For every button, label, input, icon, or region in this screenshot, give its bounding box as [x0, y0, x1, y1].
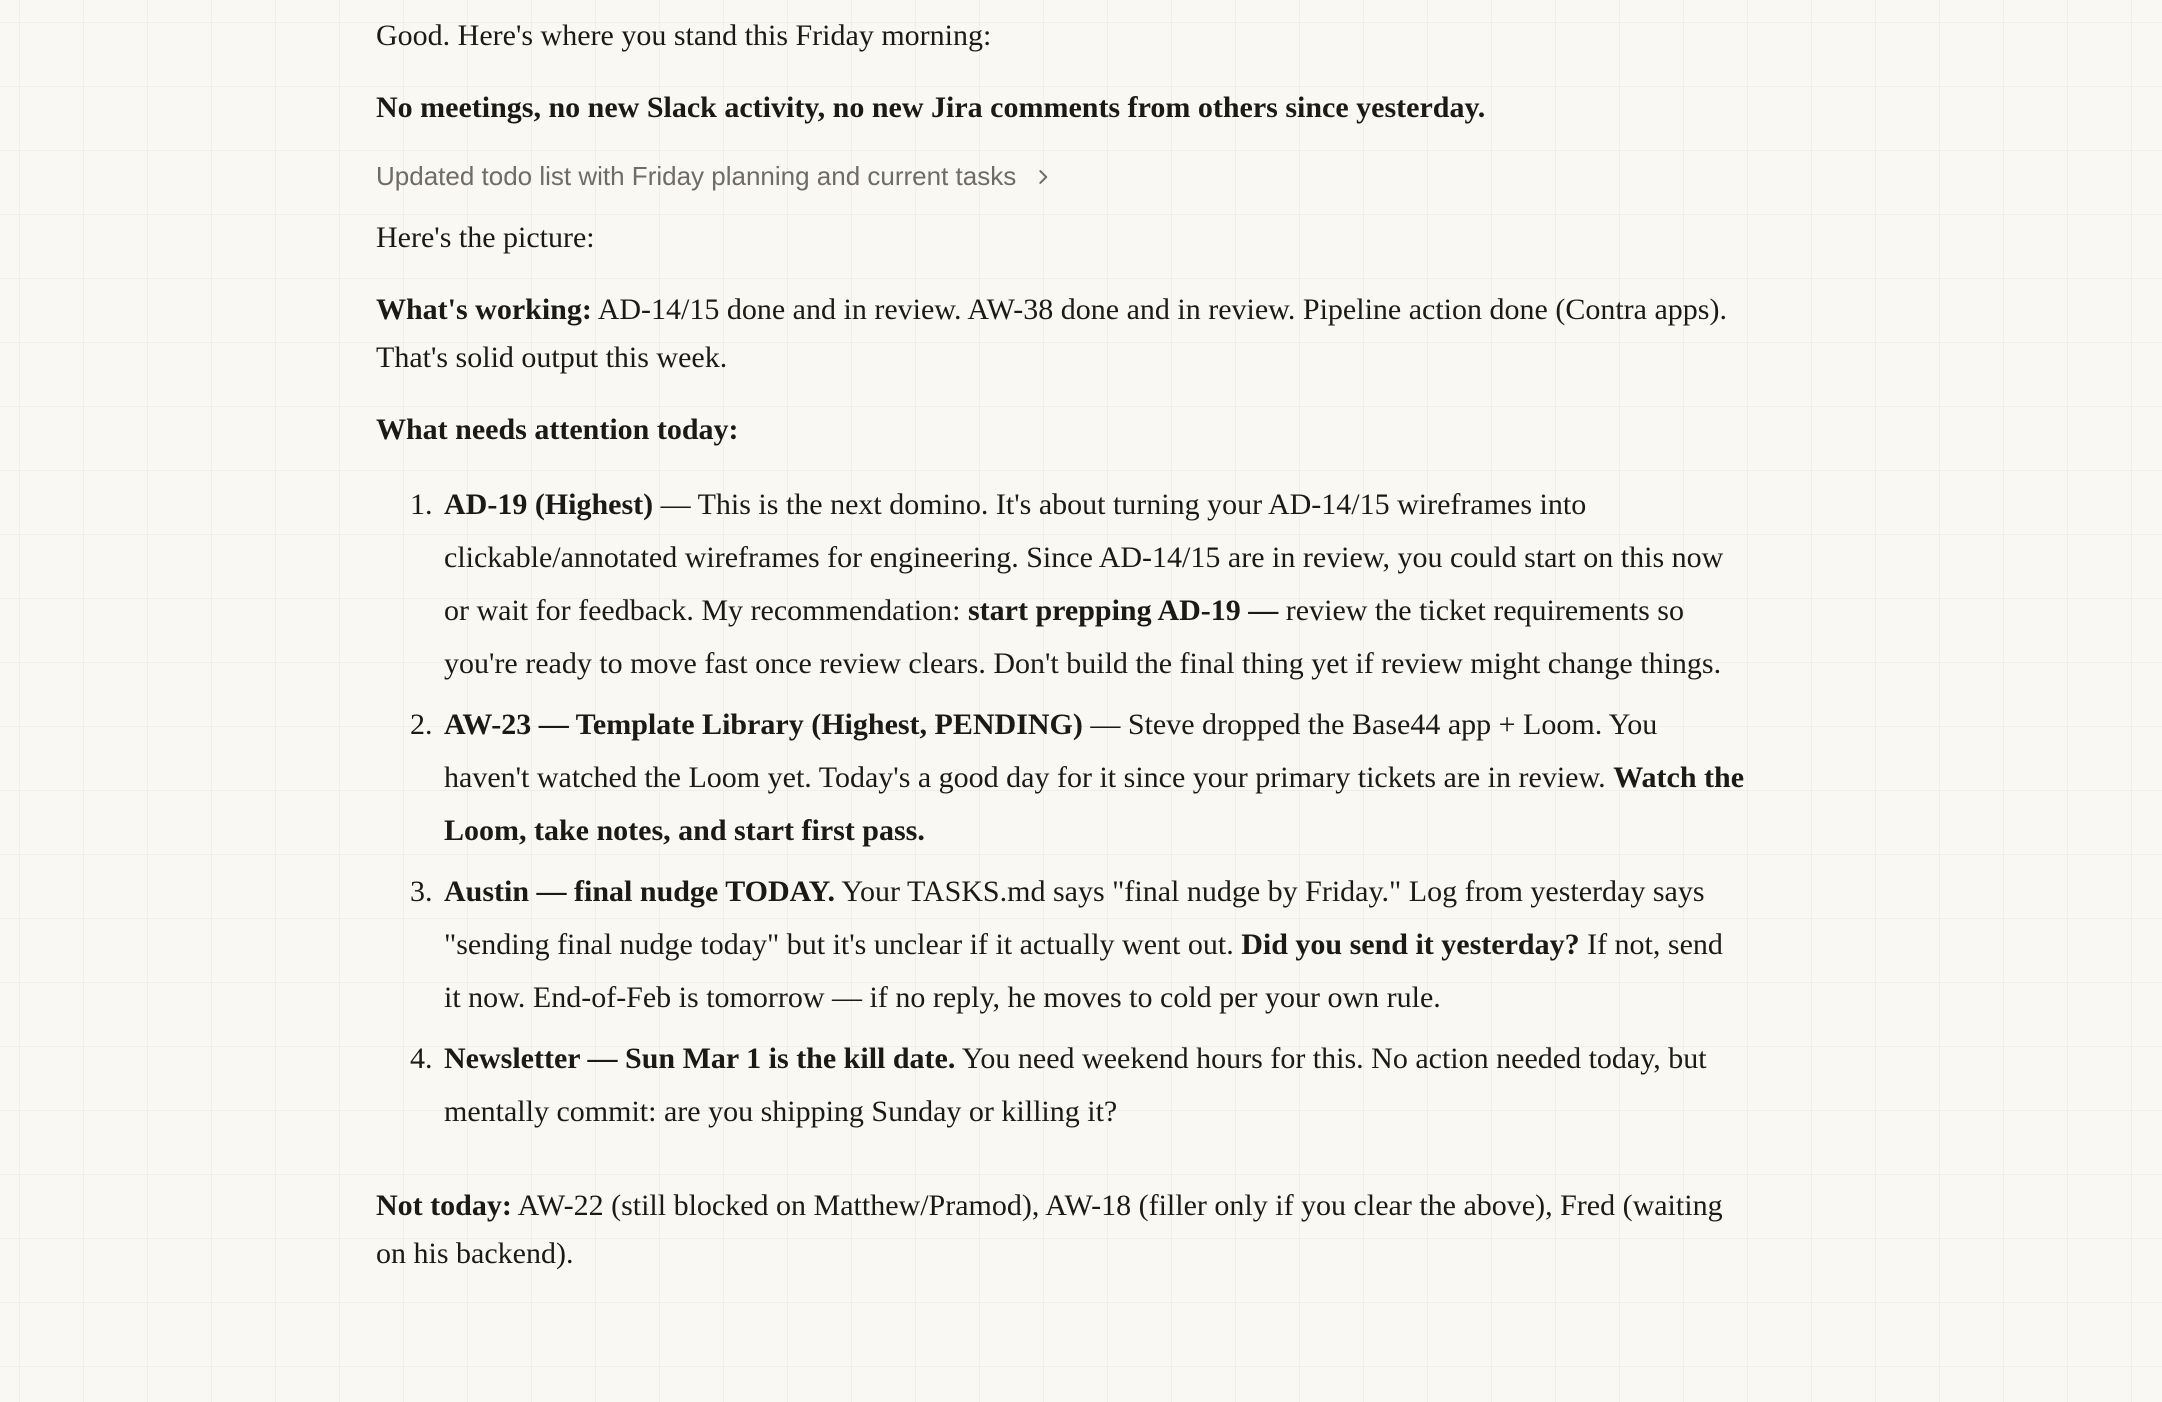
attention-heading-text: What needs attention today:	[376, 413, 739, 446]
chevron-right-icon	[1030, 164, 1056, 190]
todo-item-4: 4. Newsletter — Sun Mar 1 is the kill date. You need weekend hours for this. No action needed today, but mentally commit: are you shipping Sunday or killing it?	[440, 1032, 1744, 1138]
picture-intro-paragraph: Here's the picture:	[376, 221, 595, 254]
tool-result-label: Updated todo list with Friday planning and current tasks	[376, 161, 1017, 191]
todo-item-2: 2. AW-23 — Template Library (Highest, PENDING) — Steve dropped the Base44 app + Loom. You haven't watched the Loom yet. Today's a good day for it since your primary tickets are in review. Watch the Loom, take notes, and start first pass.	[440, 698, 1744, 857]
todo-item-3: 3. Austin — final nudge TODAY. Your TASKS.md says "final nudge by Friday." Log from yesterday says "sending final nudge today" but it's unclear if it actually went out. Did you send it yesterday? If not, send it now. End-of-Feb is tomorrow — if no reply, he moves to cold per your own rule.	[440, 865, 1744, 1024]
summary-bold-text: No meetings, no new Slack activity, no new Jira comments from others since yesterday.	[376, 91, 1486, 124]
not-today-paragraph: Not today: AW-22 (still blocked on Matthew/Pramod), AW-18 (filler only if you clear the above), Fred (waiting on his backend).	[376, 1189, 1723, 1270]
todo-item-1: 1. AD-19 (Highest) — This is the next domino. It's about turning your AD-14/15 wireframes into clickable/annotated wireframes for engineering. Since AD-14/15 are in review, you could start on this now or wait for feedback. My recommendation: start prepping AD-19 — review the ticket requirements so you're ready to move fast once review clears. Don't build the final thing yet if review might change things.	[440, 478, 1744, 690]
tool-result-toggle[interactable]	[376, 156, 1056, 196]
attention-list	[376, 478, 1744, 1138]
attention-heading	[376, 406, 1744, 454]
summary-paragraph	[376, 84, 1744, 132]
whats-working-paragraph: What's working: AD-14/15 done and in review. AW-38 done and in review. Pipeline action done (Contra apps). That's solid output this week.	[376, 293, 1727, 374]
intro-paragraph: Good. Here's where you stand this Friday morning:	[376, 19, 992, 52]
